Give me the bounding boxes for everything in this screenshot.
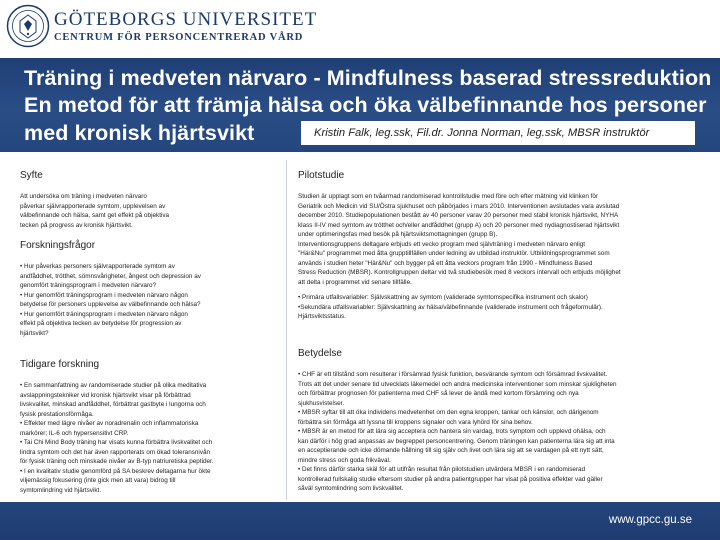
footer-band [0, 502, 720, 540]
tidigare-forskning-section [20, 359, 214, 495]
title-line-2: En metod för att främja hälsa och öka välbefinnande hos personer [24, 93, 707, 117]
university-name: GÖTEBORGS UNIVERSITET [54, 9, 318, 30]
betydelse-text: • CHF är ett tillstånd som resulterar i försämrad fysisk funktion, besvärande symtom och försämrad livskvalitet. Trots att det under senare tid utvecklats läkemedel och andra medicinska interventioner som minskar sjukligheten och förbättrar prognosen för patienterna med CHF så lever de ändå med kortom försämring och nya sjukhusvistelser. • MBSR syftar till att öka individens medvetenhet om den egna kroppen, tankar och känslor, och därigenom förbättra sin förmåga att lyssna till kroppens signaler och vara lyhörd för sina behov. • MBSR är en metod för att lära sig acceptera och hantera sin vardag, trots symptom och upplevd ohälsa, och kan därför i hög grad anpassas av begreppet personcentrering. Genom träningen kan patienterna lära sig att inta en acceptierande och icke dömande hållning till sig själv och livet och lära sig att se vardagen på ett nytt sätt, mindre stress och goda frikväval. • Det finns därför starka skäl för att utifrån resultat från pilotstudien utvärdera MBSR i en randomiserad kontrollerad fullskalig studie eftersom studier på andra patientgrupper har visat på positiva effekter vad gäller såväl symtomlindring som livskvalitet. [298, 371, 617, 492]
content-area [0, 152, 720, 502]
betydelse-section [298, 348, 617, 494]
syfte-heading: Syfte [20, 170, 43, 181]
syfte-section [20, 170, 169, 230]
betydelse-heading: Betydelse [298, 348, 342, 359]
tidigare-forskning-text: • En sammanfattning av randomiserade studier på olika meditativa avslappningstekniker vid kronisk hjärtsvikt visar på förbättrad livskvalitet, minskad andfåddhet, förbättrat gastbyte i lungorna och fysisk prestationsförmåga. • Effekter med lägre nivåer av noradrenalin och inflammatoriska markörer; IL-6 och hypersensitivt CRP. • Tai Chi Mind Body träning har visats kunna förbättra livskvalitet och lindra symtom och det har även rapporterats om ökad toleransnivån för fysisk träning och minskade nivåer av B-typ natriuretiska peptider. • I en kvalitativ studie genomförd på SA beskrev deltagarna hur ökte viljemässig fokusering (inte gick men att vara) bidrog till symtomlindring vid hjärtsvikt. [20, 382, 214, 494]
pilotstudie-text: Studien är upplagt som en tvåarmad randomiserad kontrollstudie med före och efter mätning vid klinken för Geriatrik och Medicin vid SU/Östra sjukhuset och påbörjades i mars 2010. Interventionen avslutades vara avslutad december 2010. Studiepopulationen bestått av 40 personer varav 20 personer med stabil kronisk hjärtsvikt, NYHA klass II-IV med symtom av trötthet och/eller andfåddhet (grupp A) och 20 personer med nydiagnostiserad hjärtsvikt under optimeringsfas med besök på hjärtsviktsmottagningen (grupp B). Interventionsgruppens deltagare erbjuds ett vecko program med självträning i medveten närvaro enligt "Här&Nu" programmet med åtta grupptillfällen under ledning av utbildad instruktör. Utbildningsprogrammet som används i studien heter "Här&Nu" och bygger på ett åtta veckors program från 1990 - Mindfulness Based Stress Reduction (MBSR). Kontrollgruppen deltar vid två studiebesök med 8 veckors intervall och erbjuds möjlighet att delta i programmet vid senare tillfälle. [298, 193, 621, 286]
pilotstudie-variables: • Primära utfallsvariabler: Självskattning av symtom (validerade symtomspecifika instrument och skalor) •Sekundära utfallsvariabler: Självskattning av hälsa/välbefinnande (validerade instrument och frågeformulär). Hjärtsviktsstatus. [298, 294, 603, 320]
center-name: CENTRUM FÖR PERSONCENTRERAD VÅRD [54, 32, 304, 43]
forskningsfragor-section [20, 240, 201, 338]
authors-box: Kristin Falk, leg.ssk, Fil.dr. Jonna Norman, leg.ssk, MBSR instruktör [301, 121, 695, 145]
university-seal-icon [6, 4, 50, 48]
forskningsfragor-text: • Hur påverkas personers självrapporterade symtom av andfåddhet, trötthet, sömnsvårigheter, ångest och depression av genomfört träningsprogram i medveten närvaro? • Hur genomfört träningsprogram i medveten närvaro någon betydelse för personers upplevelse av välbefinnande och hälsa? • Hur genomfört träningsprogram i medveten närvaro någon effekt på objektiva tecken av betydelse för progression av hjärtsvikt? [20, 263, 201, 337]
forskningsfragor-heading: Forskningsfrågor [20, 240, 96, 251]
header [0, 0, 720, 56]
footer-url[interactable]: www.gpcc.gu.se [608, 514, 692, 526]
title-line-3: med kronisk hjärtsvikt [24, 121, 255, 145]
column-divider [286, 160, 287, 500]
syfte-text: Att undersöka om träning i medveten närvaro påverkar självrapporterade symtom, upplevelsen av välbefinnande och hälsa, samt get effekt på objektiva tecken på progress av kronisk hjärtsvikt. [20, 193, 170, 229]
pilotstudie-heading: Pilotstudie [298, 170, 345, 181]
title-band [0, 58, 720, 152]
tidigare-forskning-heading: Tidigare forskning [20, 359, 100, 370]
title-line-1: Träning i medveten närvaro - Mindfulness baserad stressreduktion [24, 66, 712, 90]
pilotstudie-section [298, 170, 621, 322]
